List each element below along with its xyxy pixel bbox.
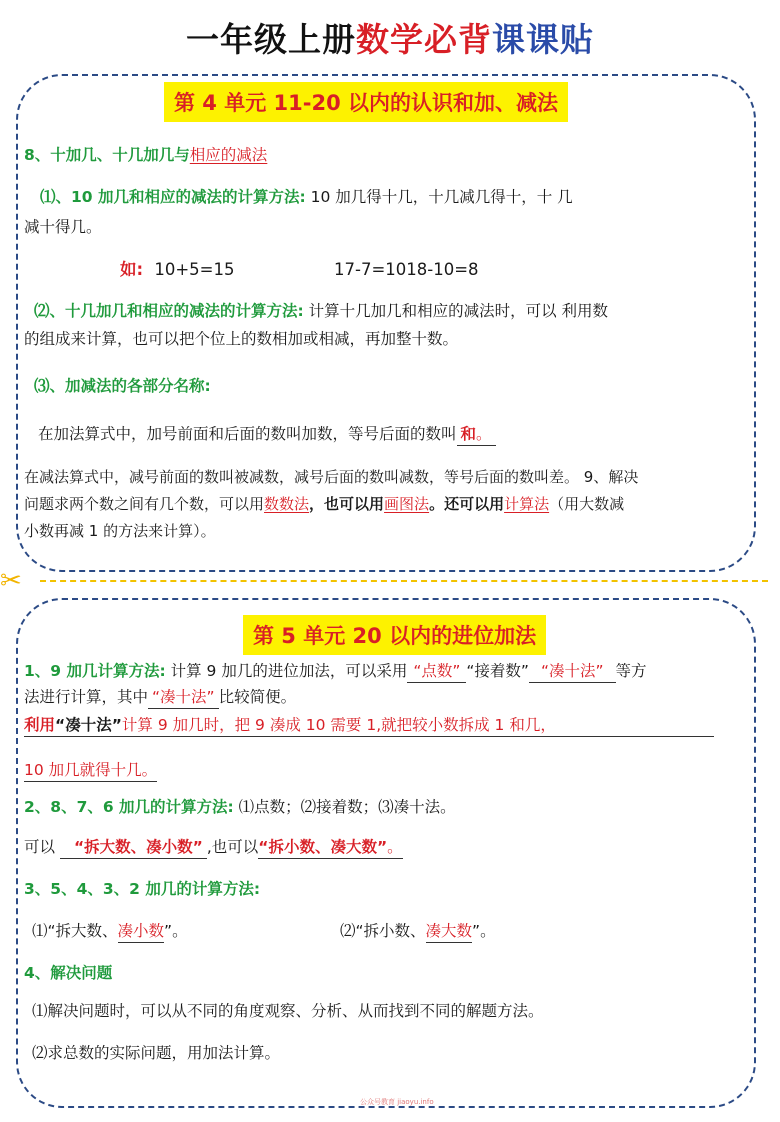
unit5-banner: 第 5 单元 20 以内的进位加法 (243, 615, 546, 655)
scissors-icon: ✂ (0, 566, 22, 596)
unit5-section2 (24, 796, 456, 818)
method-count: 数数法 (264, 495, 310, 513)
method-calc: 计算法 (504, 495, 550, 513)
section4-item1: ⑴解决问题时，可以从不同的角度观察、分析、从而找到不同的解题方法。 (32, 1002, 544, 1020)
unit4-method1-line2: 减十得几。 (24, 218, 102, 236)
split-big-method: “拆大数、凑小数” (60, 836, 207, 859)
method1-end: ”。 (164, 922, 188, 940)
problem-text-e: 。还可以用 (429, 495, 505, 513)
unit4-example (120, 259, 235, 281)
method2-heading: ⑵、十几加几和相应的减法的计算方法: (34, 302, 304, 320)
method-count-on: “接着数” (466, 662, 529, 680)
unit4-section8-heading (24, 144, 267, 166)
method-make-ten-2: “凑十法” (148, 686, 219, 709)
problem-text-a: 问题求两个数之间有几个数，可以用 (24, 495, 265, 513)
unit4-method2-line2: 的组成来计算，也可以把个位上的数相加或相减，再加整十数。 (24, 330, 459, 348)
section4-heading: 4、解决问题 (24, 964, 113, 982)
can-also-text: ,也可以 (206, 838, 259, 856)
title-part-notes: 课课贴 (492, 20, 594, 59)
use-explanation-2: 10 加几就得十几。 (24, 759, 157, 782)
subtraction-terms-line2 (24, 493, 624, 515)
method2-key: 凑大数 (426, 920, 473, 943)
title-part-math: 数学必背 (356, 20, 492, 59)
use-label: 利用 (24, 716, 56, 734)
make-ten-explanation-line2 (24, 759, 157, 782)
section2-heading: 2、8、7、6 加几的计算方法: (24, 798, 234, 816)
section4-item2: ⑵求总数的实际问题，用加法计算。 (32, 1044, 281, 1062)
section1-heading: 1、9 加几计算方法: (24, 662, 166, 680)
unit5-section4-heading (24, 962, 112, 984)
footer-watermark: 公众号教育 jiaoyu.info (360, 1098, 434, 1106)
make-ten-explanation-line1 (24, 714, 714, 737)
method3-heading: ⑶、加减法的各部分名称: (34, 377, 211, 395)
section8-label: 8、十加几、十几加几与 (24, 146, 190, 164)
section1-line2-end: 比较简便。 (218, 688, 297, 706)
method1-key: 凑小数 (118, 920, 165, 943)
section8-label-red: 相应的减法 (189, 146, 268, 164)
section3-method2 (340, 920, 496, 943)
example-label: 如: (120, 260, 144, 279)
unit4-banner: 第 4 单元 11-20 以内的认识和加、减法 (164, 82, 568, 122)
subtraction-terms-line3: 小数再减 1 的方法来计算）。 (24, 522, 216, 540)
unit5-section1-line2 (24, 686, 296, 709)
unit5-section1-line1 (24, 660, 647, 683)
addition-answer-period: 。 (476, 425, 492, 443)
unit4-method1-line1 (40, 186, 573, 208)
use-method: “凑十法” (55, 716, 122, 734)
subtraction-terms-line1: 在减法算式中，减号前面的数叫被减数，减号后面的数叫减数，等号后面的数叫差。 9、解决 (24, 468, 639, 486)
page-title (0, 14, 780, 61)
method1-body: 10 加几得十几，十几减几得十，十 几 (305, 188, 573, 206)
can-text: 可以 (24, 838, 56, 856)
method2-text: ⑵“拆小数、 (340, 922, 426, 940)
section3-method1 (32, 920, 188, 943)
unit5-split-methods (24, 836, 403, 859)
addition-terms-text: 在加法算式中，加号前面和后面的数叫加数，等号后面的数叫 (38, 425, 457, 443)
unit4-method3-heading (34, 375, 211, 397)
unit5-section3-heading (24, 878, 260, 900)
addition-answer: 和 (460, 425, 477, 443)
section1-text: 计算 9 加几的进位加法，可以采用 (165, 662, 408, 680)
section2-body: ⑴点数；⑵接着数；⑶凑十法。 (233, 798, 456, 816)
example-add: 10+5=15 (154, 260, 235, 279)
method-draw: 画图法 (384, 495, 430, 513)
addition-terms-line (38, 423, 496, 446)
section3-heading: 3、5、4、3、2 加几的计算方法: (24, 880, 261, 898)
title-part-grade: 一年级上册 (186, 20, 356, 59)
split-small-method: “拆小数、凑大数” (258, 838, 388, 856)
unit4-method2-line1 (34, 300, 608, 322)
method-make-ten: “凑十法” (529, 660, 616, 683)
split-small-period: 。 (387, 838, 403, 856)
problem-text-c: ，也可以用 (309, 495, 385, 513)
method1-text: ⑴“拆大数、 (32, 922, 118, 940)
cut-divider (40, 580, 768, 582)
section1-line2-text: 法进行计算，其中 (24, 688, 149, 706)
method1-heading: ⑴、10 加几和相应的减法的计算方法: (40, 188, 306, 206)
method-point-count: “点数” (407, 660, 466, 683)
example-sub: 17-7=1018-10=8 (334, 260, 479, 279)
use-explanation: 计算 9 加几时，把 9 凑成 10 需要 1,就把较小数拆成 1 和几， (121, 716, 556, 734)
problem-text-g: （用大数减 (549, 495, 625, 513)
section1-text-end: 等方 (615, 662, 647, 680)
method2-end: ”。 (472, 922, 496, 940)
method2-body: 计算十几加几和相应的减法时，可以 利用数 (303, 302, 609, 320)
